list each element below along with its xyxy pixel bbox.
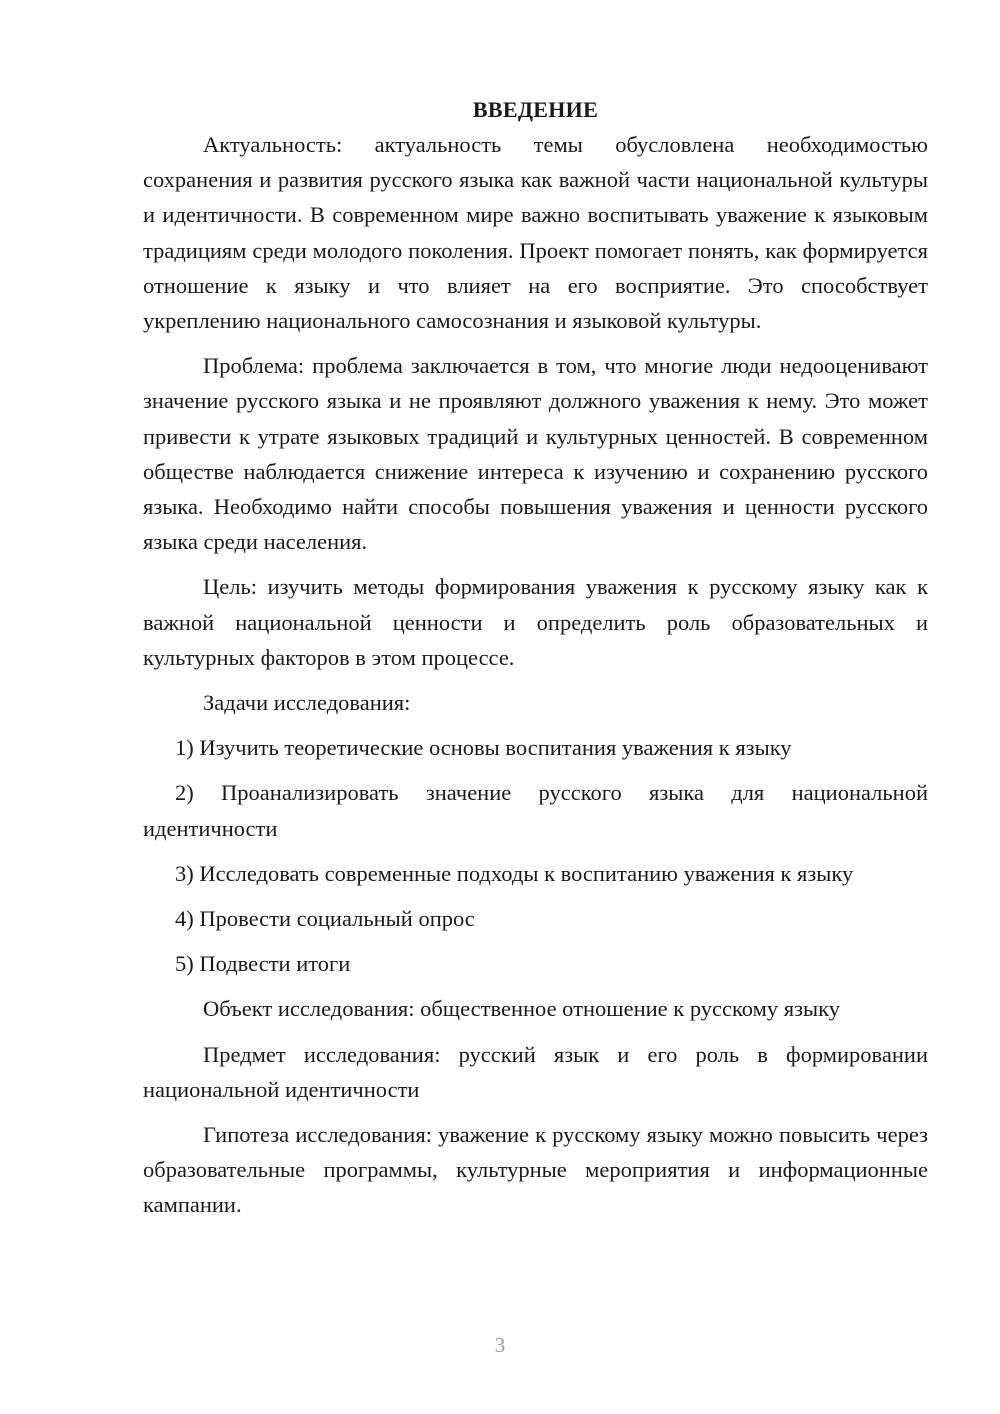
task-item-3: 3) Исследовать современные подходы к воспитанию уважения к языку (175, 860, 854, 886)
paragraph-relevance: Актуальность: актуальность темы обусловлена необходимостью сохранения и развития русского языка как важной части национальной культуры и идентичности. В современном мире важно воспитывать уважение к языковым традициям среди молодого поколения. Проект помогает понять, как формируется отношение к языку и что влияет на его восприятие. Это способствует укреплению национального самосознания и языковой культуры. (143, 132, 928, 334)
section-heading: ВВЕДЕНИЕ (472, 97, 599, 122)
paragraph-hypothesis: Гипотеза исследования: уважение к русскому языку можно повысить через образовательные программы, культурные мероприятия и информационные кампании. (143, 1122, 928, 1218)
paragraph-subject: Предмет исследования: русский язык и его роль в формировании национальной идентичности (143, 1041, 928, 1102)
task-item-2: 2) Проанализировать значение русского языка для национальной идентичности (143, 780, 928, 841)
task-item-4: 4) Провести социальный опрос (175, 906, 475, 932)
paragraph-problem: Проблема: проблема заключается в том, что многие люди недооценивают значение русского языка и не проявляют должного уважения к нему. Это может привести к утрате языковых традиций и культурных ценностей. В современном обществе наблюдается снижение интереса к изучению и сохранению русского языка. Необходимо найти способы повышения уважения и ценности русского языка среди населения. (143, 353, 928, 555)
tasks-heading: Задачи исследования: (203, 690, 411, 716)
page-content (143, 94, 928, 1233)
task-item-1: 1) Изучить теоретические основы воспитания уважения к языку (175, 735, 792, 761)
paragraph-object: Объект исследования: общественное отношение к русскому языку (203, 996, 840, 1022)
task-item-5: 5) Подвести итоги (175, 951, 351, 977)
paragraph-goal: Цель: изучить методы формирования уважения к русскому языку как к важной национальной ценности и определить роль образовательных и культурных факторов в этом процессе. (143, 574, 928, 670)
page-number: 3 (494, 1333, 506, 1357)
